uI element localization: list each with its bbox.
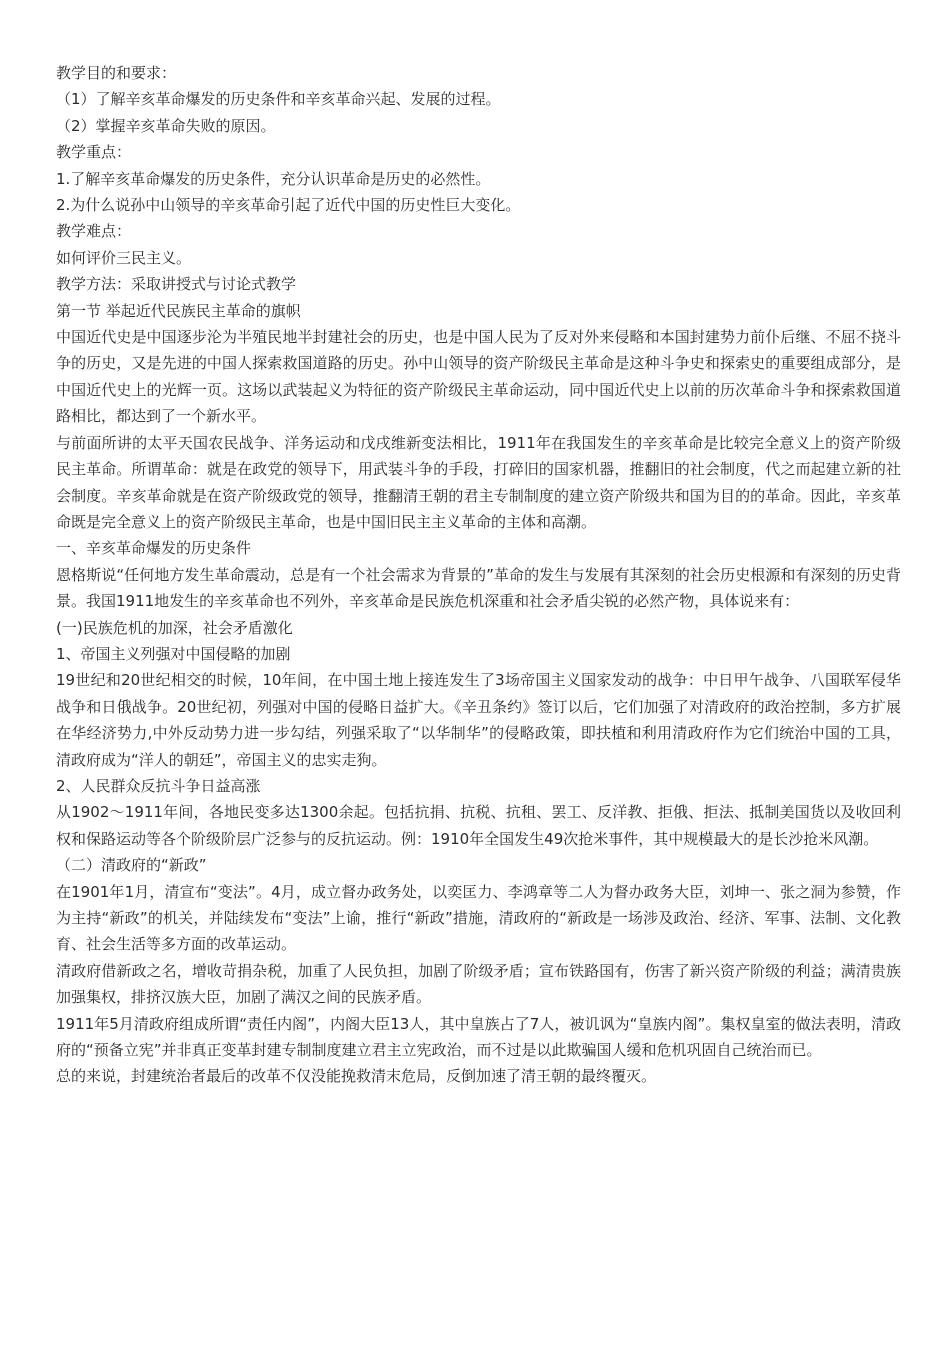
- point-heading: （二）清政府的“新政”: [56, 856, 207, 875]
- goal-item-1: （1）了解辛亥革命爆发的历史条件和辛亥革命兴起、发展的过程。: [56, 90, 501, 109]
- paragraph: 总的来说，封建统治者最后的改革不仅没能挽救清末危局，反倒加速了清王朝的最终覆灭。: [56, 1067, 657, 1086]
- paragraph: 恩格斯说“任何地方发生革命震动，总是有一个社会需求为背景的”革命的发生与发展有其深刻的社会历史根源和有深刻的历史背景。我国1911地发生的辛亥革命也不列外，辛亥革命是民族危机深重和社会矛盾尖锐的必然产物，具体说来有：: [56, 565, 901, 611]
- section-title: 第一节 举起近代民族民主革命的旗帜: [56, 301, 301, 320]
- paragraph: 19世纪和20世纪相交的时候，10年间，在中国土地上接连发生了3场帝国主义国家发动的战争：中日甲午战争、八国联军侵华战争和日俄战争。20世纪初，列强对中国的侵略日益扩大。《辛丑条约》签订以后，它们加强了对清政府的政治控制，多方扩展在华经济势力,中外反动势力进一步勾结，列强采取了“以华制华”的侵略政策，即扶植和利用清政府作为它们统治中国的工具，清政府成为“洋人的朝廷”，帝国主义的忠实走狗。: [56, 671, 901, 769]
- paragraph: 1911年5月清政府组成所谓“责任内阁”，内阁大臣13人，其中皇族占了7人，被讥讽为“皇族内阁”。集权皇室的做法表明，清政府的“预备立宪”并非真正变革封建专制制度建立君主立宪政治，而不过是以此欺骗国人缓和危机巩固自己统治而已。: [56, 1014, 901, 1060]
- paragraph: 在1901年1月，清宣布“变法”。4月，成立督办政务处，以奕匡力、李鸿章等二人为督办政务大臣，刘坤一、张之洞为参赞，作为主持“新政”的机关，并陆续发布“变法”上谕，推行“新政”措施，清政府的“新政是一场涉及政治、经济、军事、法制、文化教育、社会生活等多方面的改革运动。: [56, 882, 901, 954]
- key-point-1: 1.了解辛亥革命爆发的历史条件，充分认识革命是历史的必然性。: [56, 169, 491, 188]
- paragraph: 清政府借新政之名，增收苛捐杂税，加重了人民负担，加剧了阶级矛盾；宣布铁路国有，伤害了新兴资产阶级的利益；满清贵族加强集权，排挤汉族大臣，加剧了满汉之间的民族矛盾。: [56, 961, 901, 1007]
- key-points-heading: 教学重点：: [56, 143, 132, 162]
- goals-heading: 教学目的和要求：: [56, 64, 177, 82]
- document-page: [56, 60, 901, 1090]
- paragraph: 中国近代史是中国逐步沦为半殖民地半封建社会的历史，也是中国人民为了反对外来侵略和本国封建势力前仆后继、不屈不挠斗争的历史，又是先进的中国人探索救国道路的历史。孙中山领导的资产阶级民主革命是这种斗争史和探索史的重要组成部分，是中国近代史上的光辉一页。这场以武装起义为特征的资产阶级民主革命运动，同中国近代史上以前的历次革命斗争和探索救国道路相比，都达到了一个新水平。: [56, 328, 901, 426]
- subsection-title: 一、辛亥革命爆发的历史条件: [56, 539, 252, 558]
- difficult-points-heading: 教学难点：: [56, 222, 132, 241]
- paragraph: 与前面所讲的太平天国农民战争、洋务运动和戊戌维新变法相比，1911年在我国发生的辛亥革命是比较完全意义上的资产阶级民主革命。所谓革命：就是在政党的领导下，用武装斗争的手段，打碎旧的国家机器，推翻旧的社会制度，代之而起建立新的社会制度。辛亥革命就是在资产阶级政党的领导，推翻清王朝的君主专制制度的建立资产阶级共和国为目的的革命。因此，辛亥革命既是完全意义上的资产阶级民主革命，也是中国旧民主主义革命的主体和高潮。: [56, 433, 901, 531]
- difficult-point-1: 如何评价三民主义。: [56, 248, 192, 267]
- key-point-2: 2.为什么说孙中山领导的辛亥革命引起了近代中国的历史性巨大变化。: [56, 196, 521, 215]
- point-subheading: 1、帝国主义列强对中国侵略的加剧: [56, 644, 291, 663]
- teaching-method: 教学方法：采取讲授式与讨论式教学: [56, 275, 297, 294]
- point-heading: (一)民族危机的加深，社会矛盾激化: [56, 618, 293, 637]
- point-subheading: 2、人民群众反抗斗争日益高涨: [56, 776, 261, 795]
- paragraph: 从1902～1911年间，各地民变多达1300余起。包括抗捐、抗税、抗租、罢工、反洋教、拒俄、拒法、抵制美国货以及收回利权和保路运动等各个阶级阶层广泛参与的反抗运动。例：1910年全国发生49次抢米事件，其中规模最大的是长沙抢米风潮。: [56, 803, 901, 848]
- goal-item-2: （2）掌握辛亥革命失败的原因。: [56, 116, 276, 135]
